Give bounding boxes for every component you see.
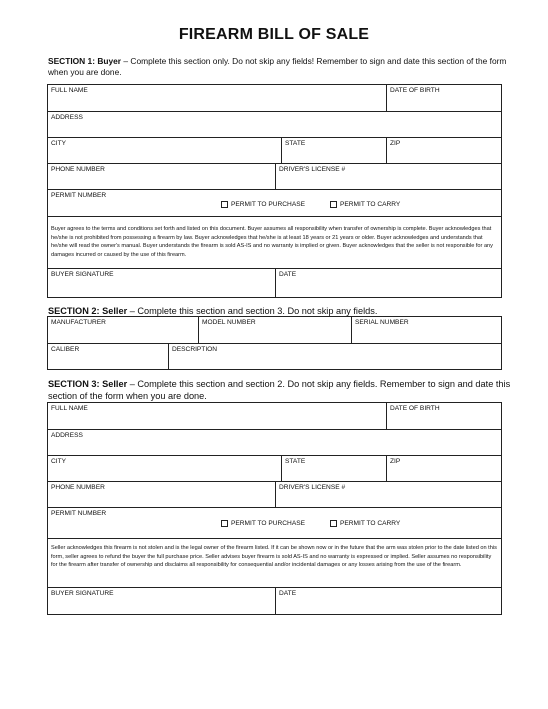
buyer-permit-field[interactable]: PERMIT NUMBER (51, 192, 107, 199)
section1-label: SECTION 1: Buyer (48, 56, 122, 66)
section1-form (47, 84, 502, 298)
seller-phone-field[interactable]: PHONE NUMBER (51, 484, 105, 491)
page-title: FIREARM BILL OF SALE (178, 26, 370, 43)
buyer-address-field[interactable]: ADDRESS (51, 114, 83, 121)
checkbox-icon (330, 201, 337, 208)
seller-state-field[interactable]: STATE (285, 458, 306, 465)
buyer-permit-carry-checkbox[interactable]: PERMIT TO CARRY (330, 201, 400, 208)
buyer-full-name-field[interactable]: FULL NAME (51, 87, 88, 94)
model-number-field[interactable]: MODEL NUMBER (202, 319, 256, 326)
seller-address-field[interactable]: ADDRESS (51, 432, 83, 439)
section2-label: SECTION 2: Seller (48, 306, 128, 316)
seller-agreement-text: Seller acknowledges this firearm is not stolen and is the legal owner of the firearm listed. If it can be shown now or in the future that the arm was stolen prior to the date listed on this form, seller agrees to refund the buyer the full purchase price. Seller advises buyer firearm is sold AS-IS and no warranty is expressed or implied. Seller assumes no responsibility for the firearm after transfer of ownership and disclaims all responsibility for consequential and/or incidental damages or any losses arising from the use of the firearm. (51, 545, 497, 568)
manufacturer-field[interactable]: MANUFACTURER (51, 319, 106, 326)
seller-city-field[interactable]: CITY (51, 458, 67, 465)
section3-instructions: – Complete this section and section 2. Do not skip any fields. Remember to sign and date this section of the form when you are done. (48, 379, 511, 401)
seller-permit-field[interactable]: PERMIT NUMBER (51, 510, 107, 517)
seller-license-field[interactable]: DRIVER'S LICENSE # (279, 484, 346, 491)
checkbox-icon (221, 520, 228, 527)
checkbox-icon (221, 201, 228, 208)
seller-zip-field[interactable]: ZIP (390, 458, 401, 465)
section1-header (48, 56, 518, 78)
section3-form (47, 402, 502, 615)
caliber-field[interactable]: CALIBER (51, 346, 80, 353)
section2-instructions: – Complete this section and section 3. Do not skip any fields. (127, 306, 378, 316)
section3-label: SECTION 3: Seller (48, 379, 128, 389)
section3-header (48, 378, 518, 402)
buyer-phone-field[interactable]: PHONE NUMBER (51, 166, 105, 173)
section2-form (47, 316, 502, 370)
buyer-signature-field[interactable]: BUYER SIGNATURE (51, 271, 114, 278)
seller-full-name-field[interactable]: FULL NAME (51, 405, 88, 412)
seller-signature-field[interactable]: BUYER SIGNATURE (51, 590, 114, 597)
buyer-date-field[interactable]: DATE (279, 271, 297, 278)
buyer-agreement-text: Buyer agrees to the terms and conditions set forth and listed on this document. Buyer assumes all responsibility when transfer of ownership is complete. Buyer acknowledges that he/she is not prohibited from possessing a firearm by law. Buyer acknowledges that he/she is at least 18 years or 21 years or older. Buyer acknowledges and understands that he/she will read the owner's manual. Buyer understands the firearm is sold AS-IS and no warranty is implied or given. Buyer acknowledges that the seller is not responsible for any damages incurred or caused by the use of this firearm. (51, 226, 493, 258)
checkbox-icon (330, 520, 337, 527)
buyer-zip-field[interactable]: ZIP (390, 140, 401, 147)
buyer-license-field[interactable]: DRIVER'S LICENSE # (279, 166, 346, 173)
description-field[interactable]: DESCRIPTION (172, 346, 218, 353)
seller-date-field[interactable]: DATE (279, 590, 297, 597)
seller-permit-carry-checkbox[interactable]: PERMIT TO CARRY (330, 520, 400, 527)
buyer-permit-purchase-checkbox[interactable]: PERMIT TO PURCHASE (221, 201, 305, 208)
buyer-state-field[interactable]: STATE (285, 140, 306, 147)
section1-instructions: – Complete this section only. Do not skip any fields! Remember to sign and date this section of the form when you are done. (48, 56, 507, 77)
seller-permit-purchase-checkbox[interactable]: PERMIT TO PURCHASE (221, 520, 305, 527)
buyer-city-field[interactable]: CITY (51, 140, 67, 147)
seller-dob-field[interactable]: DATE OF BIRTH (390, 405, 440, 412)
buyer-dob-field[interactable]: DATE OF BIRTH (390, 87, 440, 94)
serial-number-field[interactable]: SERIAL NUMBER (355, 319, 409, 326)
